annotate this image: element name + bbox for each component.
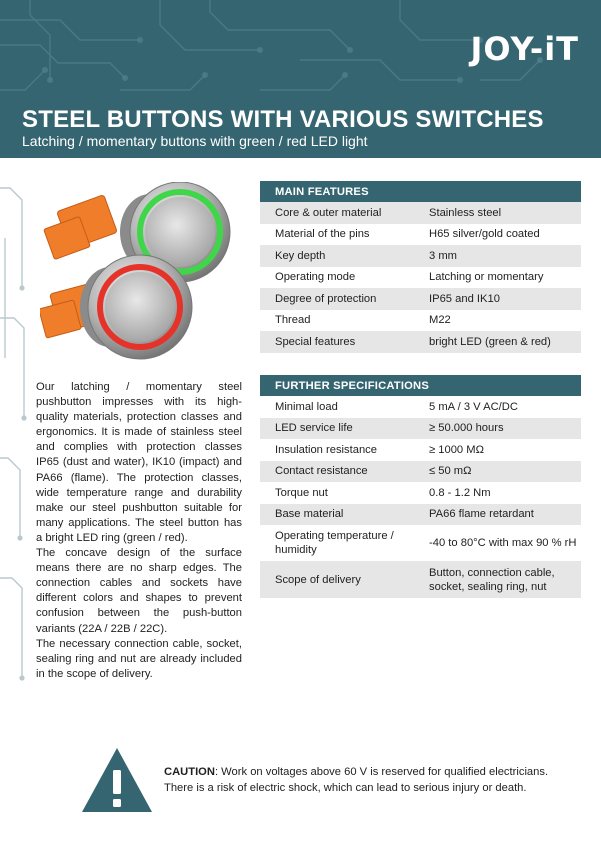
table-row <box>260 245 581 267</box>
table-row <box>260 525 581 561</box>
spec-key: Special features <box>260 331 425 353</box>
description-paragraph: The necessary connection cable, socket, sealing ring and nut are already included in the scope of delivery. <box>36 637 242 680</box>
spec-key: Thread <box>275 314 311 327</box>
further-specifications-heading: FURTHER SPECIFICATIONS <box>260 375 581 396</box>
spec-key: Scope of delivery <box>260 561 425 598</box>
description-paragraph: Our latching / momentary steel pushbutton impresses with its high-quality materials, protection classes and ergonomics. It is made of stainless steel and complies with protection classes IP65 (dust and water), IK10 (impact) and PA66 (flame). The protection classes, wide temperature range and durability make our steel pushbutton suitable for many applications. The steel button has a bright LED ring (green / red). <box>36 381 242 544</box>
caution-line-1 <box>164 764 584 780</box>
spec-value: -40 to 80°C with max 90 % rH <box>429 537 577 549</box>
joy-it-logo: JOY-iT <box>470 30 579 68</box>
spec-value: 0.8 - 1.2 Nm <box>429 486 491 499</box>
table-row <box>260 288 581 310</box>
further-specifications-table <box>260 375 581 598</box>
spec-key: Core & outer material <box>260 202 425 224</box>
spec-value: bright LED (green & red) <box>425 331 581 353</box>
table-row <box>260 310 581 332</box>
page-subtitle: Latching / momentary buttons with green / red LED light <box>22 133 368 149</box>
table-row <box>260 561 581 598</box>
spec-key: Key depth <box>260 245 425 267</box>
table-row <box>260 224 581 246</box>
spec-key: Material of the pins <box>275 228 370 241</box>
caution-text-2: There is a risk of electric shock, which can lead to serious injury or death. <box>164 782 527 794</box>
spec-key: Contact resistance <box>260 461 425 483</box>
spec-key: Degree of protection <box>260 288 425 310</box>
spec-value: H65 silver/gold coated <box>429 228 540 241</box>
spec-value: ≤ 50 mΩ <box>425 461 581 483</box>
description-paragraph: The concave design of the surface means there are no sharp edges. The connection cables and sockets have different colors and shapes to prevent confusion between the push-button variants (22A / 22B / 22C). <box>36 547 242 635</box>
spec-value: ≥ 1000 MΩ <box>429 443 484 456</box>
caution-notice <box>164 764 584 796</box>
spec-key: Minimal load <box>275 400 338 413</box>
spec-value: Button, connection cable, socket, sealing ring, nut <box>425 561 581 598</box>
spec-value: 5 mA / 3 V AC/DC <box>429 400 518 413</box>
spec-key: Operating mode <box>275 271 356 284</box>
spec-value: ≥ 50.000 hours <box>425 418 581 440</box>
spec-key: Base material <box>260 504 425 526</box>
spec-key: LED service life <box>260 418 425 440</box>
table-row <box>260 461 581 483</box>
main-features-heading: MAIN FEATURES <box>260 181 581 202</box>
spec-value: M22 <box>429 314 451 327</box>
spec-value: IP65 and IK10 <box>425 288 581 310</box>
table-row <box>260 331 581 353</box>
product-description <box>36 380 242 682</box>
table-row <box>260 267 581 289</box>
main-features-table <box>260 181 581 353</box>
product-photo-steel-buttons <box>40 182 246 360</box>
table-row <box>260 418 581 440</box>
spec-key: Insulation resistance <box>275 443 377 456</box>
table-row <box>260 202 581 224</box>
spec-value: PA66 flame retardant <box>425 504 581 526</box>
table-row <box>260 504 581 526</box>
spec-key: Torque nut <box>275 486 328 499</box>
spec-value: Latching or momentary <box>429 271 544 284</box>
table-row <box>260 396 581 418</box>
spec-value: 3 mm <box>425 245 581 267</box>
caution-text-1: : Work on voltages above 60 V is reserved for qualified electricians. <box>214 766 549 778</box>
table-row <box>260 439 581 461</box>
header-band <box>0 0 601 158</box>
spec-key: Operating temperature / humidity <box>275 530 394 556</box>
page-title: STEEL BUTTONS WITH VARIOUS SWITCHES <box>22 106 544 133</box>
warning-icon <box>80 746 154 814</box>
caution-label: CAUTION <box>164 766 215 778</box>
spec-value: Stainless steel <box>425 202 581 224</box>
table-row <box>260 482 581 504</box>
side-circuit-decoration <box>0 158 40 718</box>
